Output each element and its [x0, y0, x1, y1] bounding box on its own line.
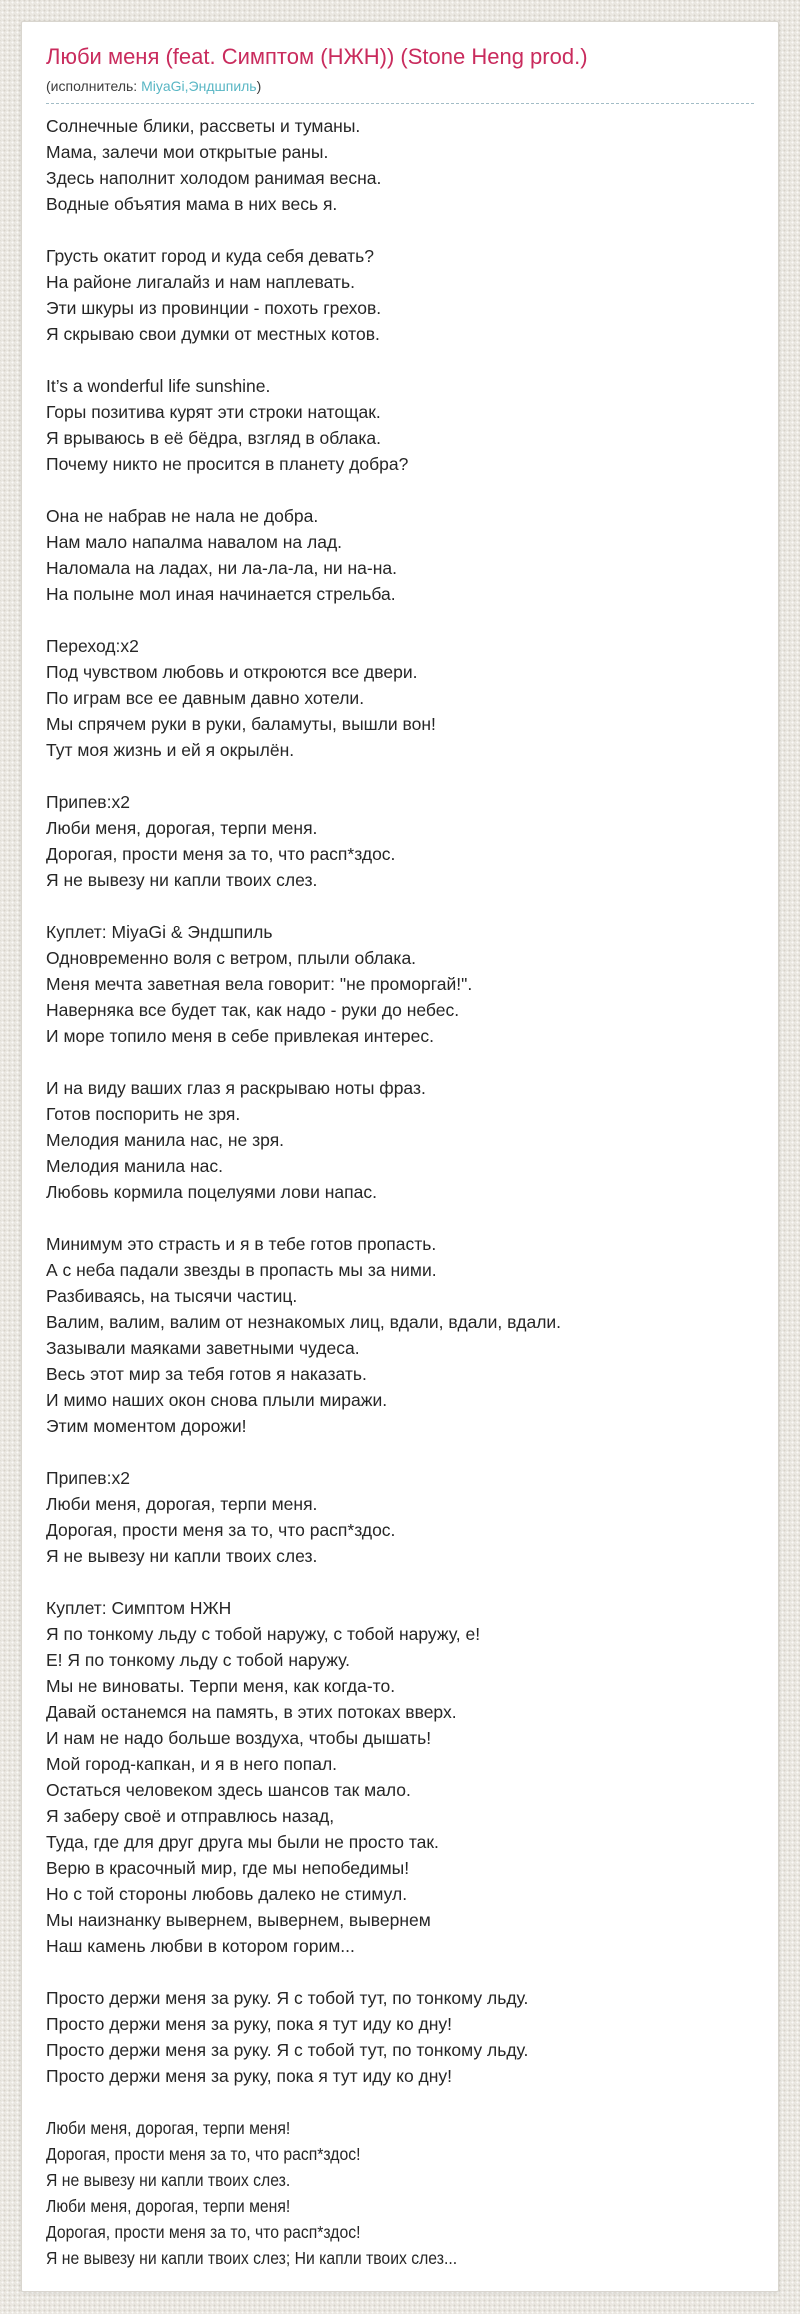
lyric-line: Я не вывезу ни капли твоих слез.: [46, 2170, 291, 2190]
lyric-line: Верю в красочный мир, где мы непобедимы!: [46, 1858, 410, 1878]
blank-line: [46, 893, 754, 919]
lyric-line: Но с той стороны любовь далеко не стимул.: [46, 1884, 408, 1904]
lyric-line: Туда, где для друг друга мы были не просто так.: [46, 1832, 439, 1852]
lyric-line: На полыне мол иная начинается стрельба.: [46, 584, 396, 604]
lyric-line: Дорогая, прости меня за то, что расп*здос.: [46, 1520, 396, 1540]
artist-label: (исполнитель:: [46, 78, 142, 94]
lyric-line: Эти шкуры из провинции - похоть грехов.: [46, 298, 382, 318]
blank-line: [46, 217, 754, 243]
lyric-line: Мы не виноваты. Терпи меня, как когда-то.: [46, 1676, 396, 1696]
lyric-line: Наш камень любви в котором горим...: [46, 1936, 355, 1956]
lyric-line: Припев:x2: [46, 1468, 130, 1488]
lyric-line: Под чувством любовь и откроются все двери.: [46, 662, 418, 682]
lyric-line: Я заберу своё и отправлюсь назад,: [46, 1806, 335, 1826]
lyric-line: Я не вывезу ни капли твоих слез; Ни капли твоих слез...: [46, 2248, 458, 2268]
lyric-line: Разбиваясь, на тысячи частиц.: [46, 1286, 298, 1306]
lyric-line: Минимум это страсть и я в тебе готов пропасть.: [46, 1234, 437, 1254]
lyric-line: Грусть окатит город и куда себя девать?: [46, 246, 374, 266]
blank-line: [46, 1959, 754, 1985]
lyric-line: Дорогая, прости меня за то, что расп*здос!: [46, 2222, 361, 2242]
artist-link[interactable]: MiyaGi,Эндшпиль: [141, 78, 257, 94]
lyric-line: Мелодия манила нас, не зря.: [46, 1130, 285, 1150]
lyric-line: На районе лигалайз и нам наплевать.: [46, 272, 355, 292]
lyric-line: Наверняка все будет так, как надо - руки до небес.: [46, 1000, 460, 1020]
lyric-line: Я врываюсь в её бёдра, взгляд в облака.: [46, 428, 382, 448]
lyric-line: Давай останемся на память, в этих потоках вверх.: [46, 1702, 457, 1722]
lyric-line: Нам мало напалма навалом на лад.: [46, 532, 343, 552]
lyric-line: Мелодия манила нас.: [46, 1156, 224, 1176]
lyric-line: Этим моментом дорожи!: [46, 1416, 247, 1436]
lyric-line: Она не набрав не нала не добра.: [46, 506, 319, 526]
lyric-line: Я не вывезу ни капли твоих слез.: [46, 870, 318, 890]
blank-line: [46, 1569, 754, 1595]
lyric-line: Весь этот мир за тебя готов я наказать.: [46, 1364, 367, 1384]
lyric-line: Готов поспорить не зря.: [46, 1104, 241, 1124]
lyric-line: Остаться человеком здесь шансов так мало.: [46, 1780, 411, 1800]
lyric-line: Люби меня, дорогая, терпи меня.: [46, 1494, 318, 1514]
lyric-line: А с неба падали звезды в пропасть мы за ними.: [46, 1260, 437, 1280]
lyric-line: Мама, залечи мои открытые раны.: [46, 142, 329, 162]
dashed-divider: [46, 103, 754, 104]
lyric-line: Просто держи меня за руку, пока я тут иду ко дну!: [46, 2014, 453, 2034]
lyric-line: По играм все ее давным давно хотели.: [46, 688, 365, 708]
lyric-line: Я скрываю свои думки от местных котов.: [46, 324, 380, 344]
page-title: Люби меня (feat. Симптом (НЖН)) (Stone Heng prod.): [46, 44, 588, 69]
lyric-line: Просто держи меня за руку. Я с тобой тут, по тонкому льду.: [46, 1988, 529, 2008]
artist-line: [46, 77, 754, 103]
blank-line: [46, 1439, 754, 1465]
lyric-line: Просто держи меня за руку, пока я тут иду ко дну!: [46, 2066, 453, 2086]
blank-line: [46, 763, 754, 789]
lyric-line: Я не вывезу ни капли твоих слез.: [46, 1546, 318, 1566]
lyric-line: Мы спрячем руки в руки, баламуты, вышли вон!: [46, 714, 436, 734]
lyric-line: Я по тонкому льду с тобой наружу, с тобой наружу, е!: [46, 1624, 481, 1644]
lyric-line: И мимо наших окон снова плыли миражи.: [46, 1390, 388, 1410]
lyric-line: Мой город-капкан, и я в него попал.: [46, 1754, 338, 1774]
artist-suffix: ): [256, 78, 262, 94]
lyric-line: Горы позитива курят эти строки натощак.: [46, 402, 381, 422]
blank-line: [46, 1049, 754, 1075]
lyric-line: Люби меня, дорогая, терпи меня!: [46, 2118, 291, 2138]
lyric-line: И нам не надо больше воздуха, чтобы дышать!: [46, 1728, 432, 1748]
lyric-line: Куплет: Симптом НЖН: [46, 1598, 232, 1618]
blank-line: [46, 2089, 754, 2115]
blank-line: [46, 477, 754, 503]
lyric-line: Просто держи меня за руку. Я с тобой тут, по тонкому льду.: [46, 2040, 529, 2060]
lyric-line: Водные объятия мама в них весь я.: [46, 194, 338, 214]
lyric-line: Люби меня, дорогая, терпи меня.: [46, 818, 318, 838]
lyrics-text: [46, 113, 754, 2271]
blank-line: [46, 607, 754, 633]
lyric-line: Дорогая, прости меня за то, что расп*здос!: [46, 2144, 361, 2164]
lyric-line: Любовь кормила поцелуями лови напас.: [46, 1182, 377, 1202]
lyric-line: Мы наизнанку вывернем, вывернем, вывернем: [46, 1910, 431, 1930]
lyric-line: Валим, валим, валим от незнакомых лиц, вдали, вдали, вдали.: [46, 1312, 562, 1332]
lyric-line: Одновременно воля с ветром, плыли облака.: [46, 948, 417, 968]
lyric-line: Дорогая, прости меня за то, что расп*здос.: [46, 844, 396, 864]
lyric-line: Переход:x2: [46, 636, 139, 656]
lyric-line: Припев:x2: [46, 792, 130, 812]
lyric-line: Тут моя жизнь и ей я окрылён.: [46, 740, 295, 760]
lyrics-card: [21, 21, 779, 2292]
lyric-line: Куплет: MiyaGi & Эндшпиль: [46, 922, 273, 942]
lyric-line: И море топило меня в себе привлекая интерес.: [46, 1026, 434, 1046]
lyric-line: Е! Я по тонкому льду с тобой наружу.: [46, 1650, 350, 1670]
blank-line: [46, 347, 754, 373]
lyric-line: Здесь наполнит холодом ранимая весна.: [46, 168, 382, 188]
lyric-line: Зазывали маяками заветными чудеса.: [46, 1338, 360, 1358]
lyric-line: Почему никто не просится в планету добра?: [46, 454, 409, 474]
lyric-line: It’s a wonderful life sunshine.: [46, 376, 271, 396]
lyric-line: Люби меня, дорогая, терпи меня!: [46, 2196, 291, 2216]
lyric-line: Солнечные блики, рассветы и туманы.: [46, 116, 361, 136]
blank-line: [46, 1205, 754, 1231]
lyric-line: И на виду ваших глаз я раскрываю ноты фраз.: [46, 1078, 426, 1098]
lyric-line: Наломала на ладах, ни ла-ла-ла, ни на-на.: [46, 558, 397, 578]
lyric-line: Меня мечта заветная вела говорит: "не проморгай!".: [46, 974, 473, 994]
